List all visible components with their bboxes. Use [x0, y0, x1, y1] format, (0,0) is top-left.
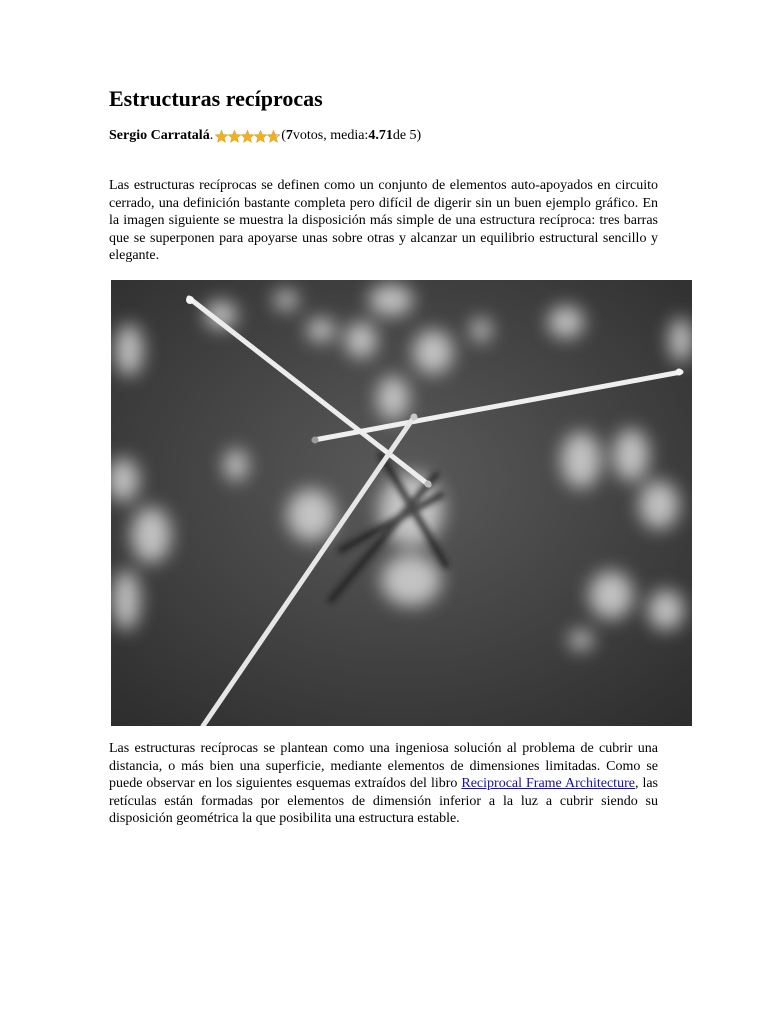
byline: [109, 128, 421, 144]
second-paragraph: [109, 740, 658, 828]
star-icon[interactable]: [215, 130, 228, 143]
photo-illustration: [111, 280, 692, 726]
author-name[interactable]: Sergio Carratalá: [109, 128, 210, 143]
rating-votes-label: votos, media:: [292, 128, 369, 143]
intro-paragraph: Las estructuras recíprocas se definen como un conjunto de elementos auto-apoyados en circuito cerrado, una definición bastante completa pero difícil de digerir sin un buen ejemplo gráfico. En la imagen siguiente se muestra la disposición más simple de una estructura recíproca: tres barras que se superponen para apoyarse unas sobre otras y alcanzar un equilibrio estructural sencillo y elegante.: [109, 178, 658, 263]
paragraph-text-before-link: Las estructuras recíprocas se plantean como una ingeniosa solución al problema de cubrir una distancia, o más bien una superficie, mediante elementos de dimensiones limitadas. Como se puede observar en los siguientes esquemas extraídos del libro: [109, 741, 658, 791]
rating-open: (: [281, 128, 286, 143]
star-icon[interactable]: [267, 130, 280, 143]
rating-votes: 7: [285, 128, 293, 143]
star-icon[interactable]: [228, 130, 241, 143]
rating-average: 4.71: [368, 128, 393, 143]
star-icon[interactable]: [241, 130, 254, 143]
paragraph-text-after-link: , las retículas están formadas por elementos de dimensión inferior a la luz a cubrir siendo su disposición geométrica la que posibilita una estructura estable.: [109, 776, 658, 826]
rating-scale-label: de 5): [392, 128, 422, 143]
author-separator: .: [209, 128, 214, 143]
page-title: Estructuras recíprocas: [109, 86, 323, 111]
reciprocal-structure-photo: [111, 280, 692, 726]
rating-stars[interactable]: [215, 130, 280, 143]
book-link[interactable]: Reciprocal Frame Architecture: [461, 776, 635, 791]
star-icon[interactable]: [254, 130, 267, 143]
